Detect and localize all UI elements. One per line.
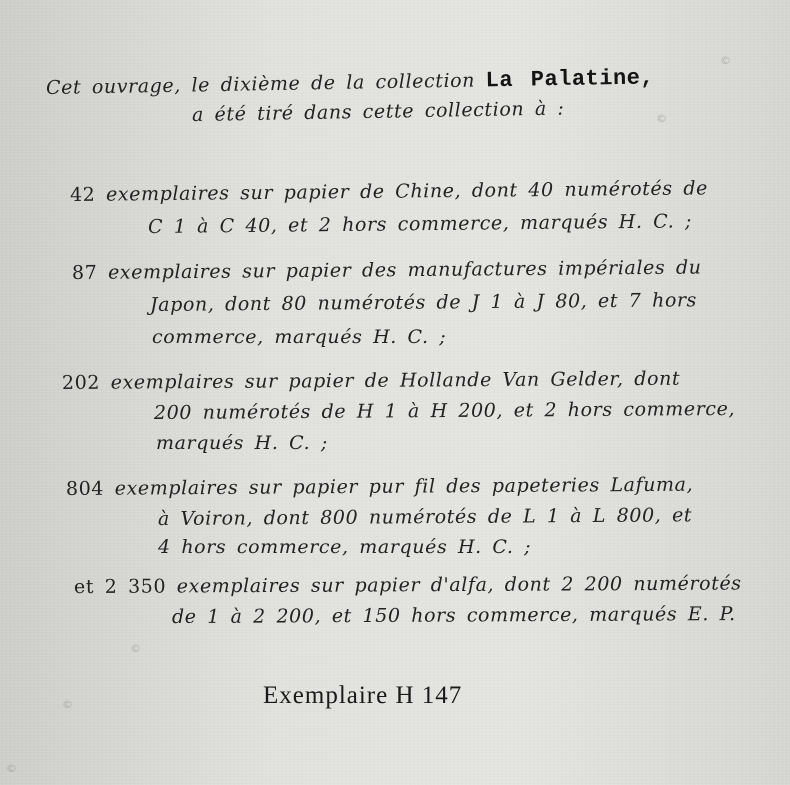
entry-2-count: 87 <box>71 261 98 284</box>
entry-3-line-3: marqués H. C. ; <box>156 432 328 454</box>
entry-2-line-1: 87 exemplaires sur papier des manufactures impériales du <box>71 256 702 284</box>
collection-name: La Palatine, <box>485 65 655 94</box>
entry-4-line-3: 4 hors commerce, marqués H. C. ; <box>158 536 532 558</box>
copy-number: Exemplaire H 147 <box>263 682 463 709</box>
intro-prefix: Cet ouvrage, le dixième de la collection <box>45 69 476 99</box>
watermark-dot-icon: © <box>656 112 667 125</box>
entry-4-line-2: à Voiron, dont 800 numérotés de L 1 à L 800, et <box>157 504 693 530</box>
intro-line-1 <box>46 65 655 101</box>
entry-3-count: 202 <box>61 371 101 394</box>
intro-line-2: a été tiré dans cette collection à : <box>191 97 565 126</box>
entry-1-line-1: 42 exemplaires sur papier de Chine, dont 40 numérotés de <box>69 177 709 206</box>
entry-1-line-2: C 1 à C 40, et 2 hors commerce, marqués H. C. ; <box>147 210 693 238</box>
entry-5-line-1: et 2 350 exemplaires sur papier d'alfa, dont 2 200 numérotés <box>73 572 742 598</box>
entry-1-count: 42 <box>69 183 96 206</box>
entry-2-line-2: Japon, dont 80 numérotés de J 1 à J 80, et 7 hors <box>149 289 698 316</box>
entry-3-line-2: 200 numérotés de H 1 à H 200, et 2 hors commerce, <box>153 397 736 424</box>
entry-4-count: 804 <box>65 477 105 500</box>
entry-5-count: et 2 350 <box>73 575 167 598</box>
entry-4-line-1: 804 exemplaires sur papier pur fil des papeteries Lafuma, <box>65 473 694 500</box>
watermark-dot-icon: © <box>62 698 73 711</box>
watermark-dot-icon: © <box>130 642 141 655</box>
watermark-dot-icon: © <box>720 54 731 67</box>
watermark-dot-icon: © <box>6 762 17 775</box>
entry-2-line-3: commerce, marqués H. C. ; <box>152 326 447 348</box>
entry-5-line-2: de 1 à 2 200, et 150 hors commerce, marqués E. P. <box>171 603 736 628</box>
entry-3-line-1: 202 exemplaires sur papier de Hollande Van Gelder, dont <box>61 367 681 394</box>
